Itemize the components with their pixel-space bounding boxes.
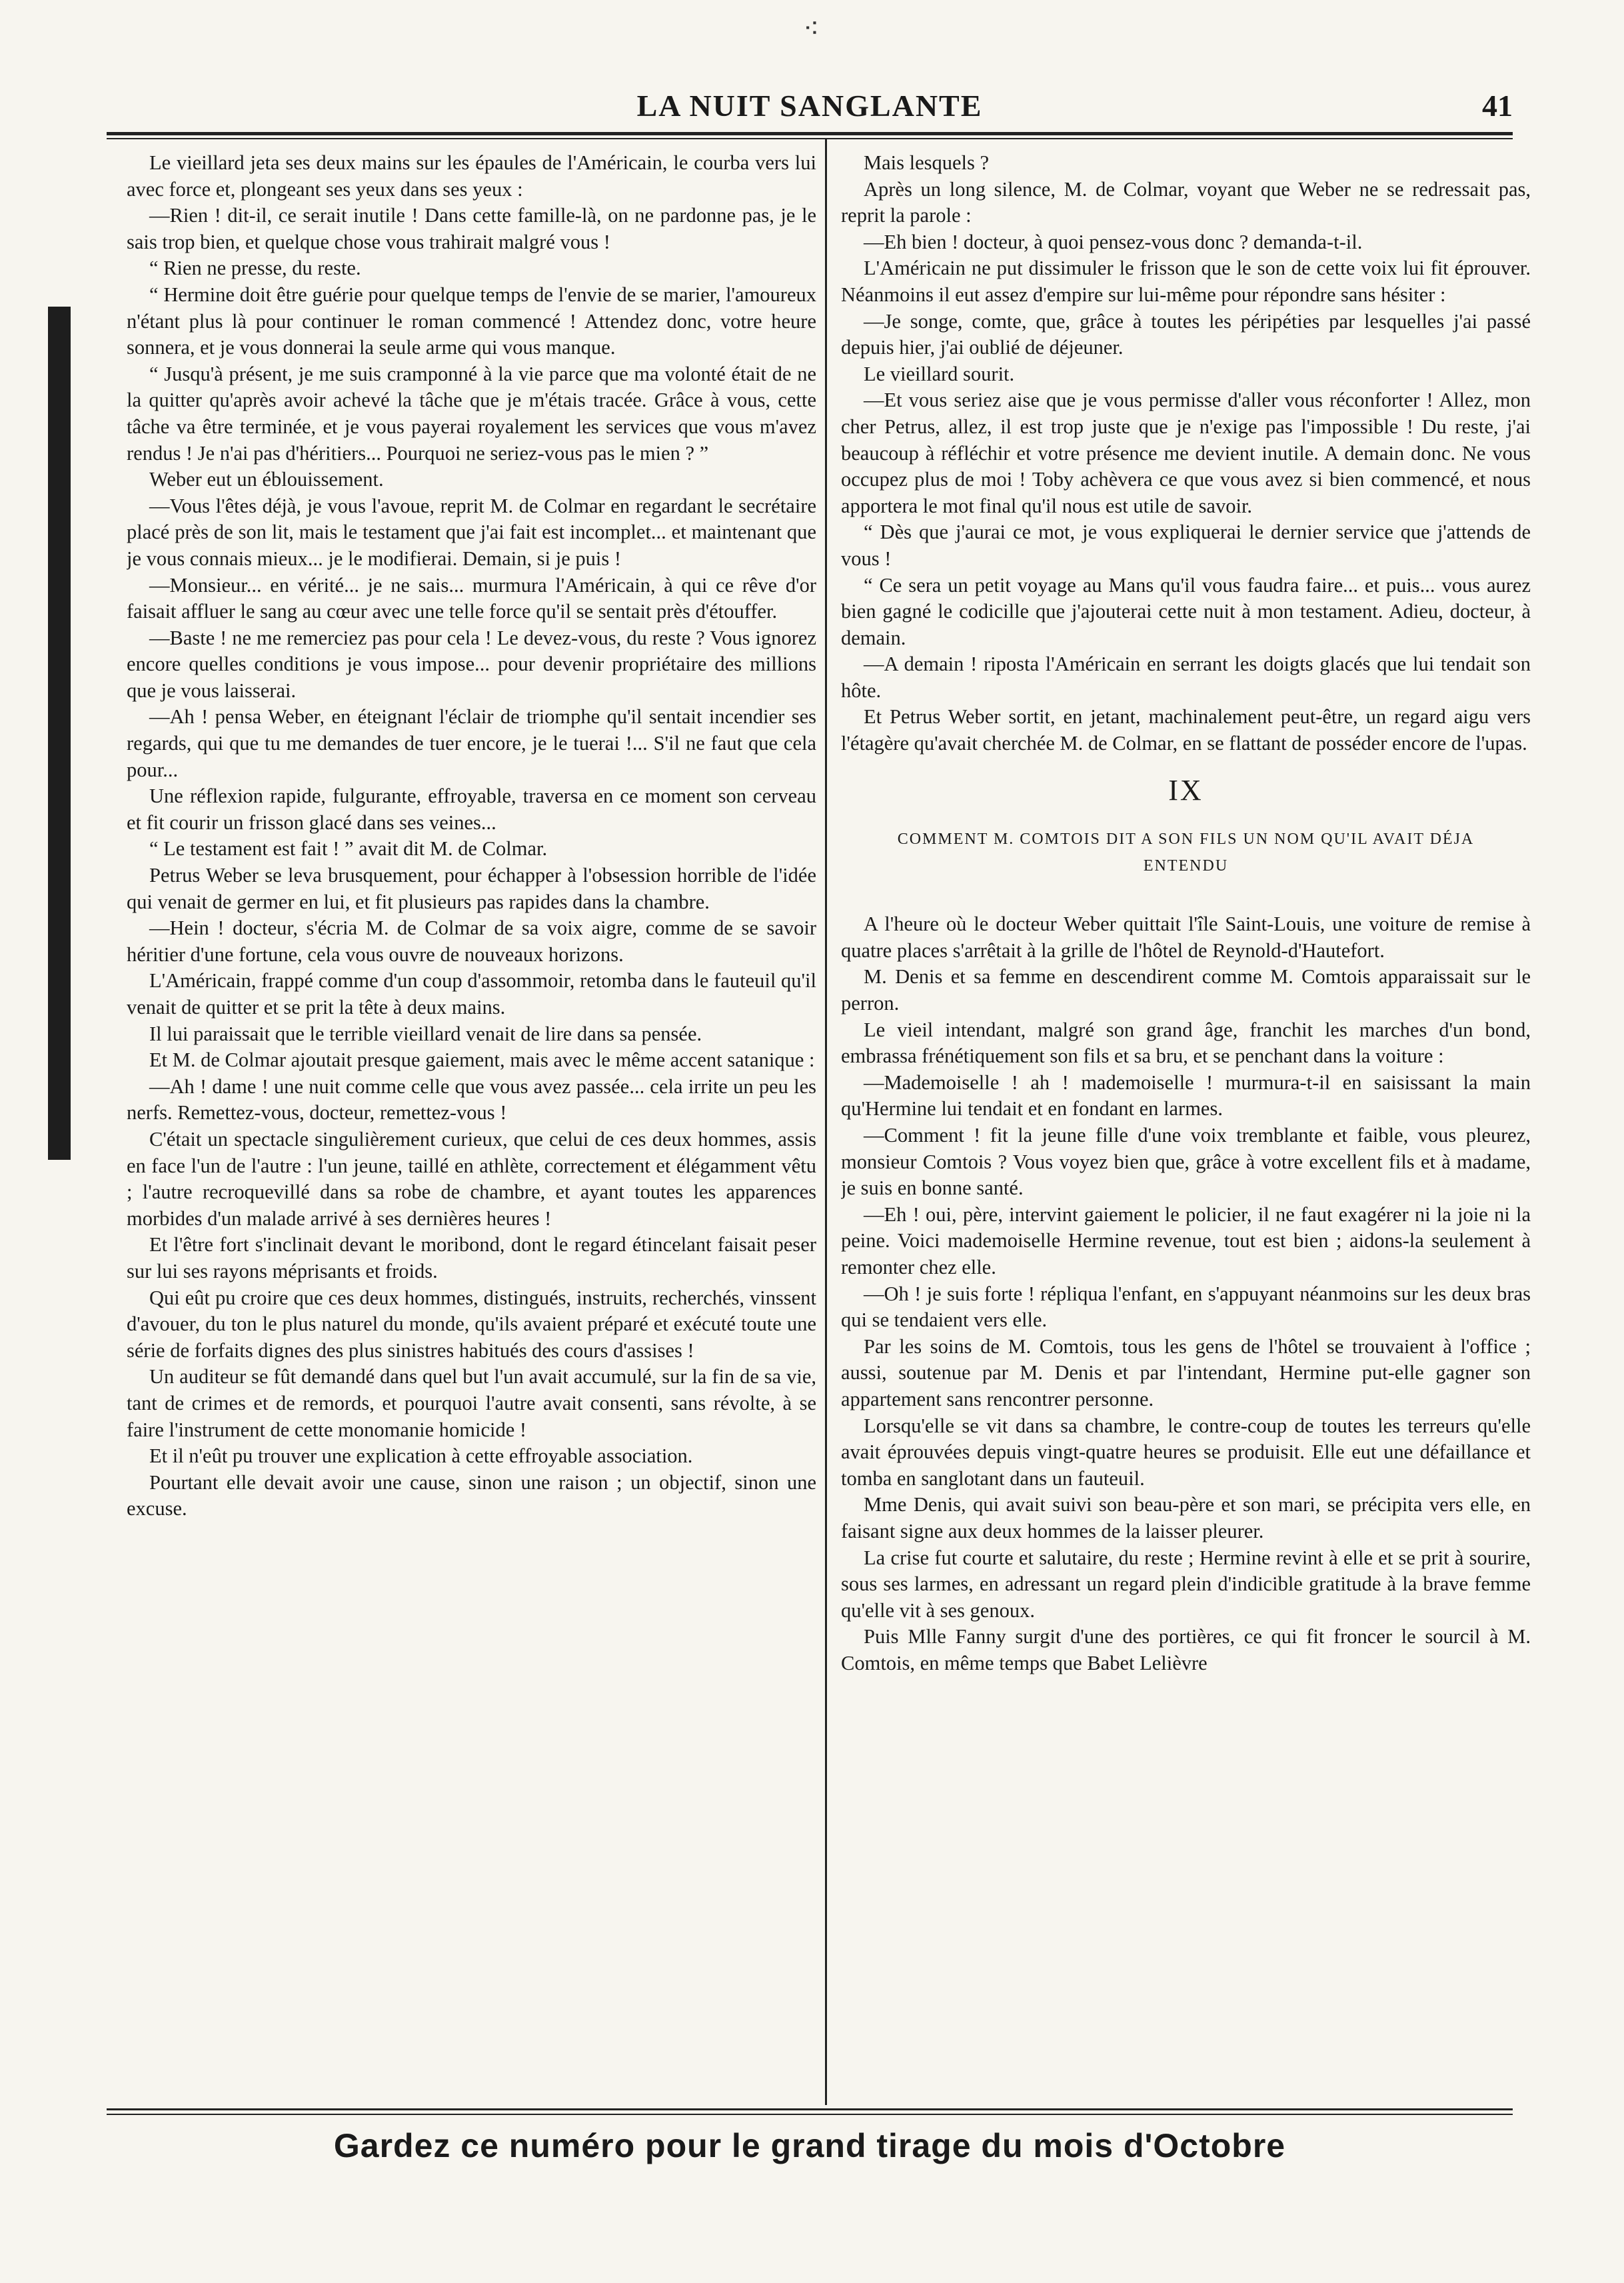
header-double-rule [107, 132, 1513, 139]
paragraph: La crise fut courte et salutaire, du reste ; Hermine revint à elle et se prit à sourire, sous ses larmes, en adressant un regard plein d'indicible gratitude à la brave femme qu'elle vit à ses genoux. [841, 1546, 1531, 1622]
paragraph: L'Américain, frappé comme d'un coup d'assommoir, retomba dans le fauteuil qu'il venait de quitter et se prit la tête à deux mains. [127, 969, 816, 1019]
paragraph: Lorsqu'elle se vit dans sa chambre, le contre-coup de toutes les terreurs qu'elle avait éprouvées depuis vingt-quatre heures se produisit. Elle eut une défaillance et tomba en sanglotant dans un fauteuil. [841, 1414, 1531, 1490]
paragraph: Par les soins de M. Comtois, tous les gens de l'hôtel se trouvaient à l'office ; aussi, soutenue par M. Denis et par l'intendant, Hermine put-elle gagner son appartement sans rencontrer personne. [841, 1334, 1531, 1410]
paragraph: —Baste ! ne me remerciez pas pour cela ! Le devez-vous, du reste ? Vous ignorez encore quelles conditions je vous impose... pour devenir propriétaire des millions que je vous laisserai. [127, 626, 816, 702]
paragraph: —A demain ! riposta l'Américain en serrant les doigts glacés que lui tendait son hôte. [841, 653, 1531, 702]
right-column [841, 150, 1531, 2096]
paragraph: “ Ce sera un petit voyage au Mans qu'il vous faudra faire... et puis... vous aurez bien gagné le codicille que j'ajouterai cette nuit à mon testament. Adieu, docteur, à demain. [841, 573, 1531, 649]
paragraph: Pourtant elle devait avoir une cause, sinon une raison ; un objectif, sinon une excuse. [127, 1470, 816, 1520]
right-column-top-text [841, 150, 1531, 757]
paragraph: “ Dès que j'aurai ce mot, je vous expliquerai le dernier service que j'attends de vous ! [841, 521, 1531, 570]
paragraph: —Et vous seriez aise que je vous permisse d'aller vous réconforter ! Allez, mon cher Petrus, allez, il est trop juste que je n'exige pas l'impossible ! Du reste, j'ai beaucoup à réfléchir et votre présence me devient inutile. A demain donc. Ne vous occupez plus de moi ! Toby achèvera ce que vous avez si bien commencé, et nous apportera le mot final qu'il nous est utile de savoir. [841, 389, 1531, 517]
paragraph: L'Américain ne put dissimuler le frisson que le son de cette voix lui fit éprouver. Néanmoins il eut assez d'empire sur lui-même pour répondre sans hésiter : [841, 257, 1531, 306]
paragraph: —Ah ! dame ! une nuit comme celle que vous avez passée... cela irrite un peu les nerfs. Remettez-vous, docteur, remettez-vous ! [127, 1075, 816, 1125]
paragraph: —Comment ! fit la jeune fille d'une voix tremblante et faible, vous pleurez, monsieur Comtois ? Vous voyez bien que, grâce à votre excellent fils et à madame, je suis en bonne santé. [841, 1124, 1531, 1200]
running-header [107, 85, 1513, 132]
paragraph: Le vieillard jeta ses deux mains sur les épaules de l'Américain, le courba vers lui avec force et, plongeant ses yeux dans ses yeux : [127, 151, 816, 201]
paragraph: —Hein ! docteur, s'écria M. de Colmar de sa voix aigre, comme de se savoir héritier d'une fortune, cela vous ouvre de nouveaux horizons. [127, 917, 816, 966]
paragraph: —Monsieur... en vérité... je ne sais... murmura l'Américain, à qui ce rêve d'or faisait affluer le sang au cœur avec une telle force qu'il se sentait près d'étouffer. [127, 573, 816, 623]
paragraph: “ Hermine doit être guérie pour quelque temps de l'envie de se marier, l'amoureux n'étant plus là pour continuer le roman commencé ! Attendez donc, votre heure sonnera, et je vous donnerai la seule arme qui vous manque. [127, 283, 816, 359]
left-column [127, 150, 816, 2096]
running-title: LA NUIT SANGLANTE [636, 89, 983, 123]
paragraph: —Oh ! je suis forte ! répliqua l'enfant, en s'appuyant néanmoins sur les deux bras qui se tendaient vers elle. [841, 1282, 1531, 1332]
paragraph: C'était un spectacle singulièrement curieux, que celui de ces deux hommes, assis en face l'un de l'autre : l'un jeune, taillé en athlète, correctement et élégamment vêtu ; l'autre recroquevillé dans sa robe de chambre, et ayant toutes les apparences morbides d'un malade arrivé à ses dernières heures ! [127, 1127, 816, 1230]
paragraph: Un auditeur se fût demandé dans quel but l'un avait accumulé, sur la fin de sa vie, tant de crimes et de remords, et pourquoi l'autre avait consenti, sans révolte, à se faire l'instrument de cette monomanie homicide ! [127, 1365, 816, 1441]
paragraph: Weber eut un éblouissement. [149, 468, 384, 491]
paragraph: “ Jusqu'à présent, je me suis cramponné à la vie parce que ma volonté était de ne la quitter qu'après avoir achevé la tâche que je m'étais tracée. Grâce à vous, cette tâche va être terminée, et je vous payerai royalement les services que vous m'avez rendus ! Je n'ai pas d'héritiers... Pourquoi ne seriez-vous pas le mien ? ” [127, 362, 816, 465]
paragraph: —Ah ! pensa Weber, en éteignant l'éclair de triomphe qu'il sentait incendier ses regards, qui que tu me demandes de tuer encore, je le tuerai !... S'il ne faut que cela pour... [127, 705, 816, 781]
paragraph: —Eh bien ! docteur, à quoi pensez-vous donc ? demanda-t-il. [864, 230, 1363, 253]
paragraph: Et Petrus Weber sortit, en jetant, machinalement peut-être, un regard aigu vers l'étagère qu'avait cherchée M. de Colmar, en se flattant de posséder encore de l'upas. [841, 705, 1531, 755]
paragraph: —Rien ! dit-il, ce serait inutile ! Dans cette famille-là, on ne pardonne pas, je le sais trop bien, et quelque chose vous trahirait malgré vous ! [127, 204, 816, 253]
paragraph: Puis Mlle Fanny surgit d'une des portières, ce qui fit froncer le sourcil à M. Comtois, en même temps que Babet Lelièvre [841, 1625, 1531, 1674]
chapter-number: IX [1168, 773, 1204, 807]
paragraph: —Vous l'êtes déjà, je vous l'avoue, reprit M. de Colmar en regardant le secrétaire placé près de son lit, mais le testament que j'ai fait est incomplet... et maintenant que je vous connais mieux... je le modifierai. Demain, si je puis ! [127, 494, 816, 570]
paragraph: Mais lesquels ? [864, 151, 990, 174]
chapter-title: COMMENT M. COMTOIS DIT A SON FILS UN NOM QU'IL AVAIT DÉJA ENTENDU [897, 831, 1475, 875]
paragraph: Il lui paraissait que le terrible vieillard venait de lire dans sa pensée. [149, 1022, 702, 1045]
paragraph: “ Le testament est fait ! ” avait dit M. de Colmar. [149, 837, 548, 861]
page-ornament: ⁖ [803, 14, 820, 45]
paragraph: Et il n'eût pu trouver une explication à cette effroyable association. [149, 1444, 693, 1468]
paragraph: Le vieillard sourit. [864, 362, 1015, 385]
right-column-bottom-text [841, 911, 1531, 1676]
paragraph: Et M. de Colmar ajoutait presque gaiement, mais avec le même accent satanique : [149, 1049, 815, 1072]
paragraph: A l'heure où le docteur Weber quittait l'île Saint-Louis, une voiture de remise à quatre places s'arrêtait à la grille de l'hôtel de Reynold-d'Hautefort. [841, 913, 1531, 962]
paragraph: “ Rien ne presse, du reste. [149, 257, 361, 280]
paragraph: —Mademoiselle ! ah ! mademoiselle ! murmura-t-il en saisissant la main qu'Hermine lui tendait et en fondant en larmes. [841, 1071, 1531, 1121]
paragraph: Après un long silence, M. de Colmar, voyant que Weber ne se redressait pas, reprit la parole : [841, 177, 1531, 227]
paragraph: Et l'être fort s'inclinait devant le moribond, dont le regard étincelant faisait peser sur lui ses rayons méprisants et froids. [127, 1233, 816, 1282]
paragraph: —Je songe, comte, que, grâce à toutes les péripéties par lesquelles j'ai passé depuis hier, j'ai oublié de déjeuner. [841, 309, 1531, 359]
column-divider [825, 139, 827, 2105]
paragraph: Une réflexion rapide, fulgurante, effroyable, traversa en ce moment son cerveau et fit courir un frisson glacé dans ses veines... [127, 785, 816, 834]
paragraph: Le vieil intendant, malgré son grand âge, franchit les marches d'un bond, embrassa frénétiquement son fils et sa bru, et se penchant dans la voiture : [841, 1018, 1531, 1068]
page-number: 41 [1482, 89, 1513, 123]
footer-notice: Gardez ce numéro pour le grand tirage du mois d'Octobre [333, 2127, 1286, 2164]
margin-scan-bar [48, 307, 71, 1160]
paragraph: Mme Denis, qui avait suivi son beau-père et son mari, se précipita vers elle, en faisant signe aux deux hommes de la laisser pleurer. [841, 1493, 1531, 1542]
paragraph: Qui eût pu croire que ces deux hommes, distingués, instruits, recherchés, vinssent d'avouer, du ton le plus naturel du monde, qu'ils avaient préparé et exécuté toute une série de forfaits dignes des plus sinistres habitués des cours d'assises ! [127, 1286, 816, 1362]
paragraph: —Eh ! oui, père, intervint gaiement le policier, il ne faut exagérer ni la joie ni la peine. Voici mademoiselle Hermine revenue, tout est bien ; aidons-la seulement à remonter chez elle. [841, 1202, 1531, 1278]
paragraph: M. Denis et sa femme en descendirent comme M. Comtois apparaissait sur le perron. [841, 965, 1531, 1015]
footer-double-rule [107, 2108, 1513, 2115]
paragraph: Petrus Weber se leva brusquement, pour échapper à l'obsession horrible de l'idée qui venait de germer en lui, et fit plusieurs pas rapides dans la chambre. [127, 864, 816, 913]
